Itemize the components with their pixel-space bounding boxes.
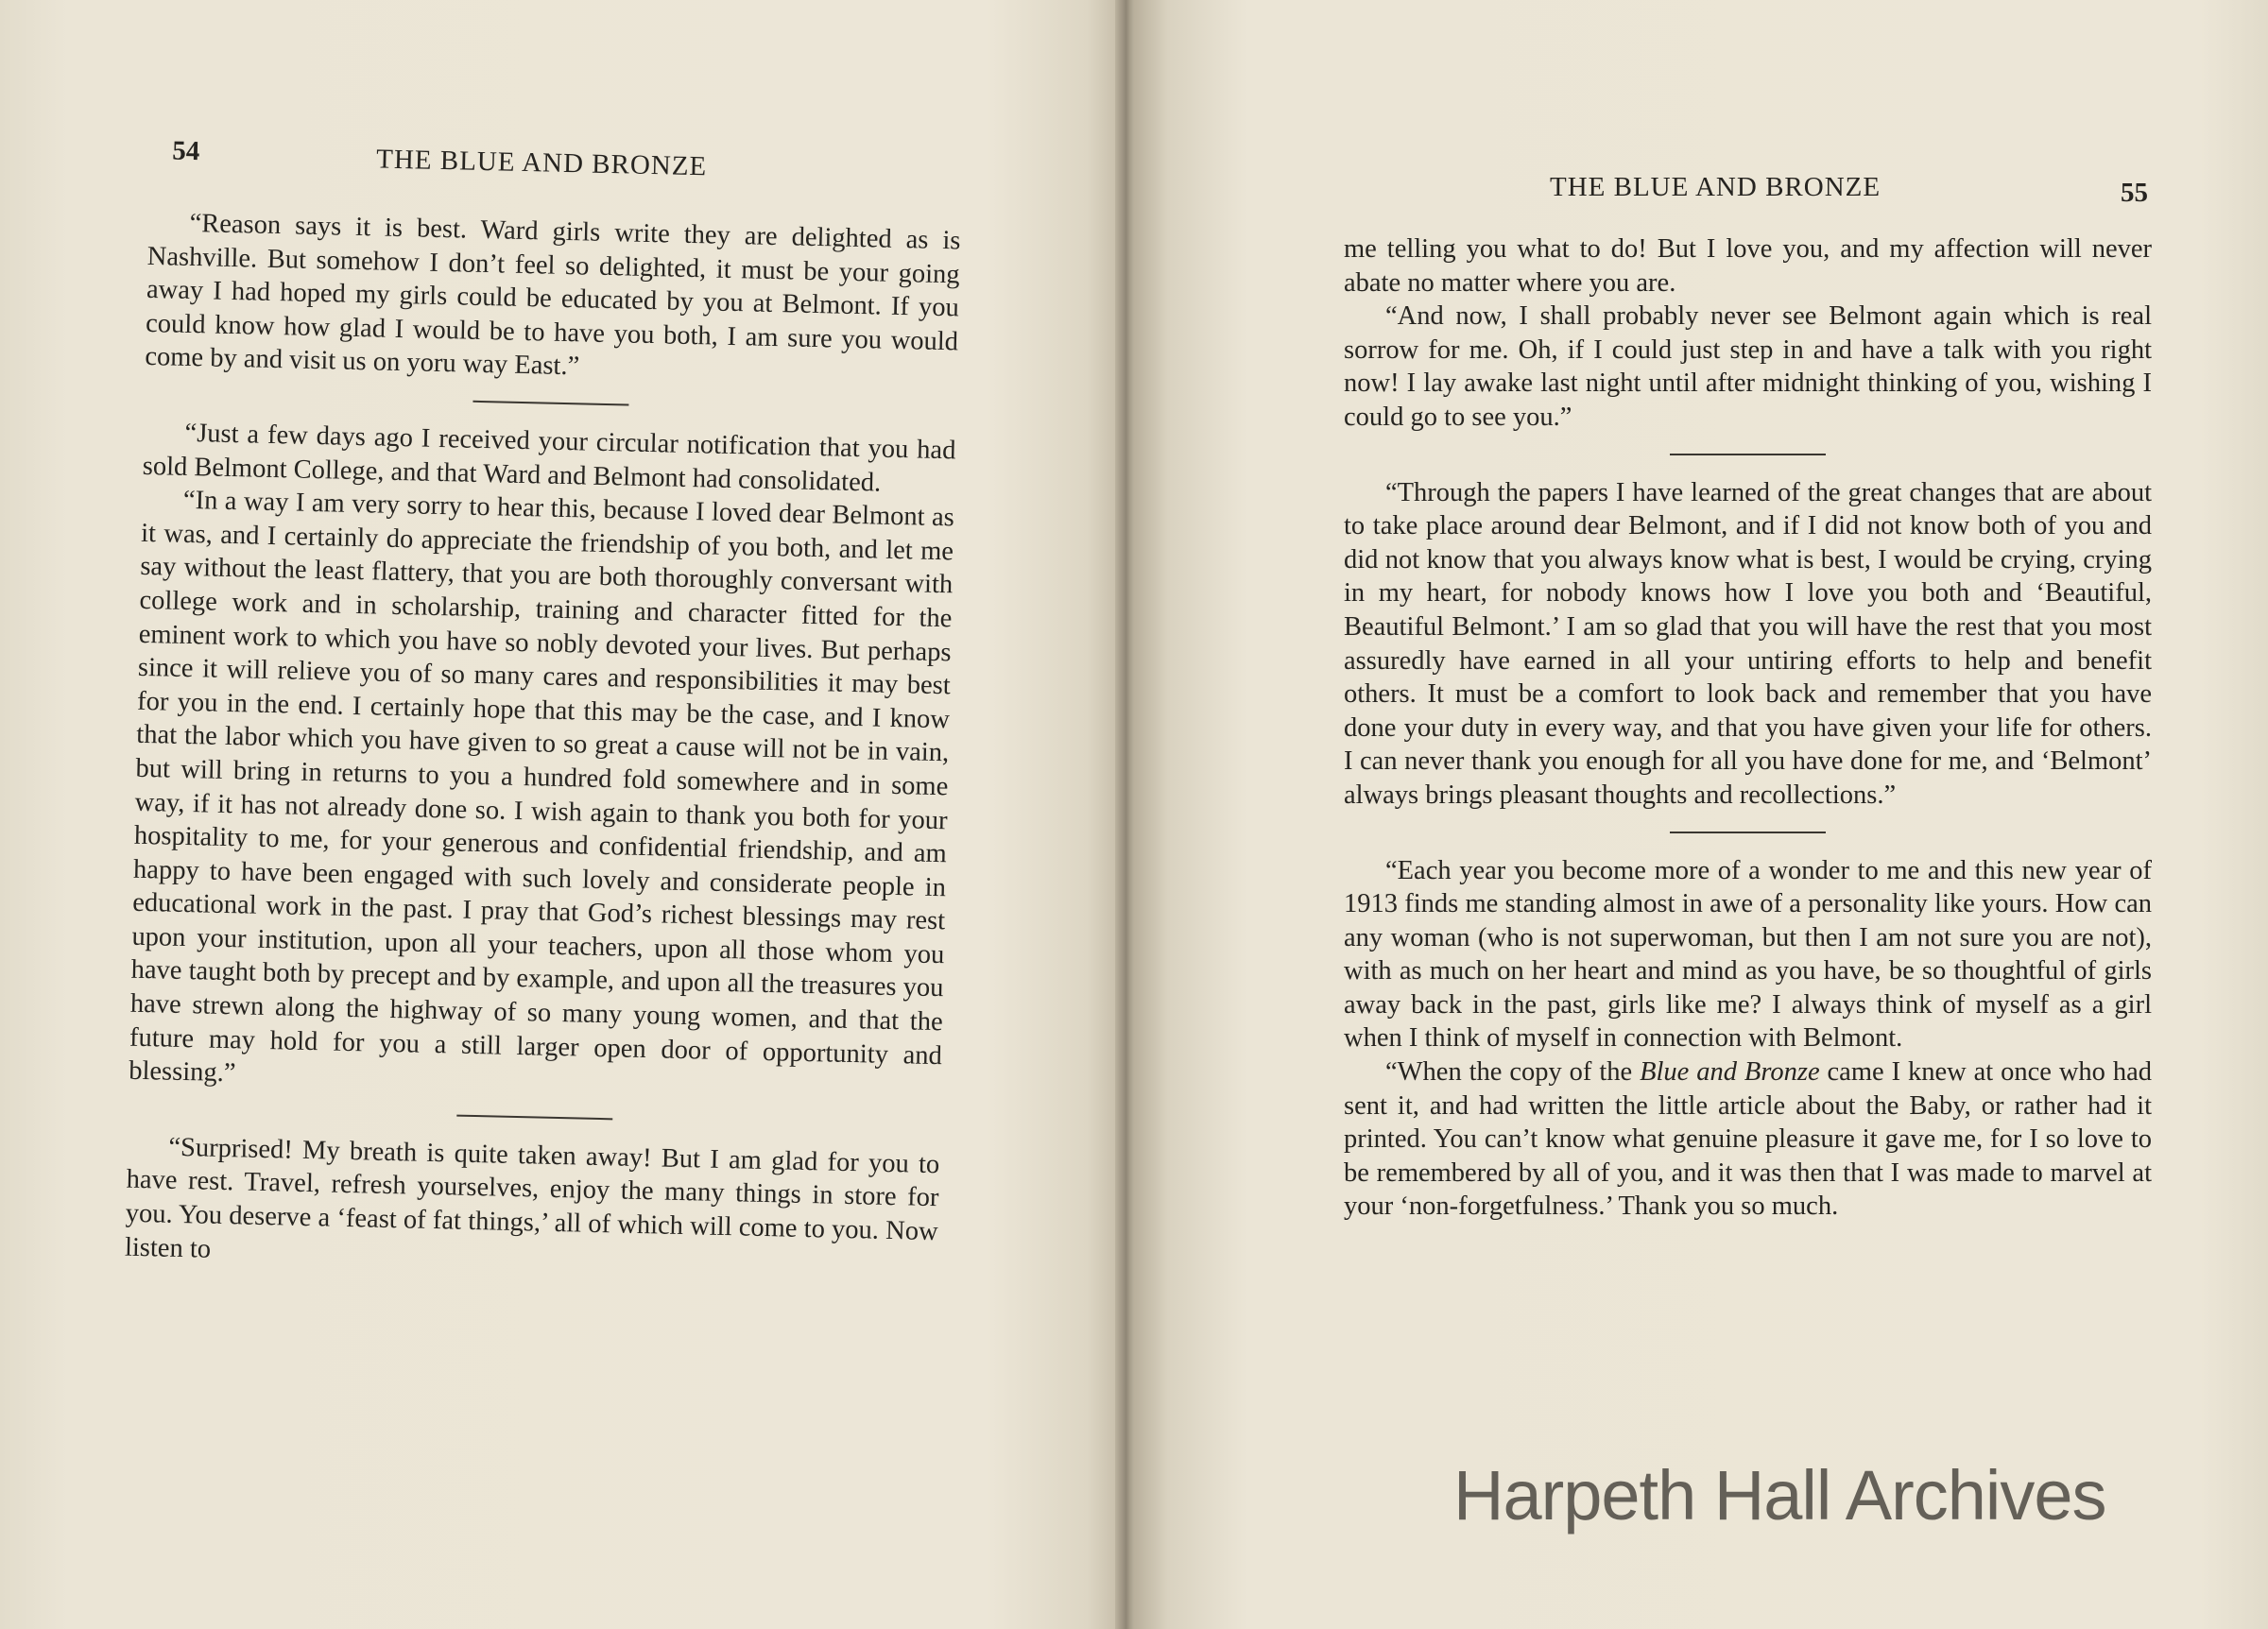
- paragraph: “Through the papers I have learned of the great changes that are about to take place around dear Belmont, and if I did not know both of you and did not know that you always know what is best, I would be crying, crying in my heart, for nobody knows how I love you both and ‘Beautiful, Beautiful Belmont.’ I am so glad that you will have the rest that you most assuredly have earned in all your untiring efforts to help and benefit others. It must be a comfort to look back and remember that you have done your duty in every way, and that you have given your life for others. I can never thank you enough for all you have done for me, and ‘Belmont’ always brings pleasant thoughts and recollections.”: [1344, 477, 2152, 810]
- paragraph: “And now, I shall probably never see Belmont again which is real sorrow for me. Oh, if I could just step in and have a talk with you right now! I lay awake last night until after midnight thinking of you, wishing I could go to see you.”: [1344, 301, 2152, 432]
- letter-5: [1344, 476, 2152, 813]
- section-divider: [456, 1114, 612, 1120]
- letter-3: [125, 1130, 940, 1283]
- paragraph: “Reason says it is best. Ward girls write they are delighted as is Nashville. But somehow I don’t feel so delighted, it must be your going away I had hoped my girls could be educated by you at Belmont. If you could know how glad I would be to have you both, I am sure you would come by and visit us on yoru way East.”: [145, 208, 961, 382]
- letter-6: [1344, 854, 2152, 1225]
- letter-2: [129, 416, 956, 1106]
- paragraph-end: came I knew at once who had sent it, and had written the little article about the Baby, or rather had it printed. You can’t know what genuine pleasure it gave me, for I so love to be remembered by all of you, and it was then that I was made to marvel at your ‘non-forgetfulness.’ Thank you so much.: [1344, 1057, 2152, 1222]
- paragraph: “In a way I am very sorry to hear this, because I loved dear Belmont as it was, and I certainly do appreciate the friendship of you both, and let me say without the least flattery, that you are both thoroughly conversant with college work and in scholarship, training and character fitted for the eminent work to which you have so nobly devoted your lives. But perhaps since it will relieve you of so many cares and responsibilities it may best for you in the end. I certainly hope that this may be the case, and I know that the labor which you have given to so great a cause will not be in vain, but will bring in returns to you a hundred fold somewhere and in some way, if it has not already done so. I wish again to thank you both for your hospitality to me, for your generous and confidential friendship, and am happy to have been engaged with such lovely and considerate people in educational work in the past. I pray that God’s richest blessings may rest upon your institution, upon all your teachers, upon all those whom you have taught both by precept and by example, and upon all the treasures you have strewn along the highway of so many young women, and that the future may hold for you a still larger open door of opportunity and blessing.”: [128, 486, 955, 1089]
- archive-watermark: Harpeth Hall Archives: [1453, 1456, 2106, 1535]
- paragraph: “Each year you become more of a wonder to me and this new year of 1913 finds me standing almost in awe of a personality like yours. How can any woman (who is not superwoman, but then I am not sure you are not), with as much on her heart and mind as you have, be so thoughtful of girls away back in the past, girls like me? I always think of myself as a girl when I think of myself in connection with Belmont.: [1344, 855, 2152, 1054]
- running-head: THE BLUE AND BRONZE: [1550, 172, 1881, 202]
- section-divider: [472, 401, 628, 406]
- running-head: THE BLUE AND BRONZE: [375, 144, 708, 182]
- section-divider: [1670, 832, 1826, 833]
- letter-1: [145, 206, 961, 392]
- left-page: [0, 0, 1121, 1629]
- left-page-column: [125, 0, 966, 1282]
- right-page: [1134, 0, 2268, 1629]
- paragraph-start: “When the copy of the: [1385, 1057, 1641, 1088]
- right-page-column: [1344, 232, 2152, 1224]
- page-number: 55: [2121, 178, 2148, 208]
- left-page-header: [150, 0, 966, 182]
- paragraph: me telling you what to do! But I love you, and my affection will never abate no matter where you are.: [1344, 234, 2152, 298]
- page-number: 54: [172, 135, 200, 167]
- publication-title: Blue and Bronze: [1640, 1057, 1820, 1088]
- paragraph: “Just a few days ago I received your circular notification that you had sold Belmont College, and that Ward and Belmont had consolidated.: [142, 418, 956, 498]
- section-divider: [1670, 454, 1826, 455]
- paragraph: “Surprised! My breath is quite taken away! But I am glad for you to have rest. Travel, refresh yourselves, enjoy the many things in store for you. You deserve a ‘feast of fat things,’ all of which will come to you. Now listen to: [124, 1132, 940, 1264]
- paragraph: [1344, 1055, 2152, 1224]
- letter-4: [1344, 300, 2152, 434]
